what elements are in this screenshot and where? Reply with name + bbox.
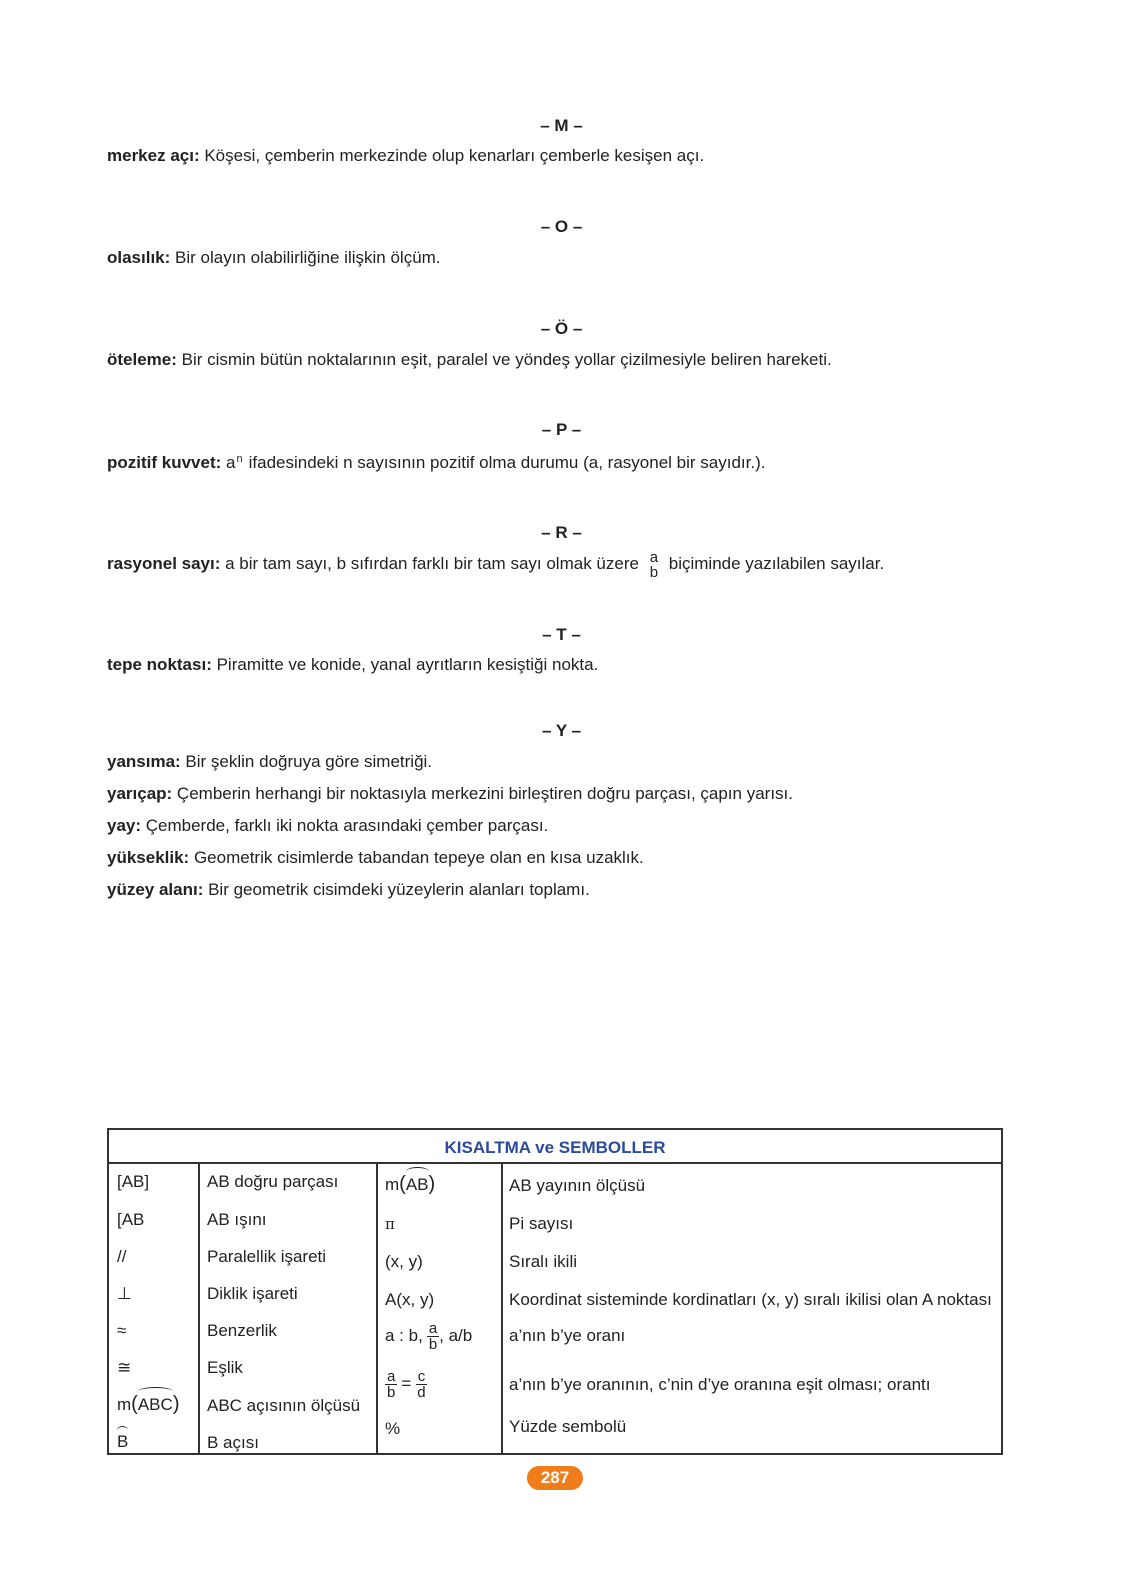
table-title: KISALTMA ve SEMBOLLER bbox=[109, 1130, 1001, 1164]
entry-definition: ifadesindeki n sayısının pozitif olma durumu (a, rasyonel bir sayıdır.). bbox=[248, 453, 766, 472]
page-number-badge: 287 bbox=[527, 1466, 583, 1490]
fraction-numerator: a bbox=[428, 1320, 438, 1338]
entry-term: olasılık: bbox=[107, 248, 171, 267]
entry-term: pozitif kuvvet: bbox=[107, 453, 222, 472]
entry-definition: Geometrik cisimlerde tabandan tepeye olan en kısa uzaklık. bbox=[189, 848, 644, 867]
symbol-ratio bbox=[385, 1319, 472, 1353]
meaning-text: AB yayının ölçüsü bbox=[509, 1176, 646, 1195]
meaning-text: a’nın b’ye oranının, c’nin d’ye oranına eşit olması; orantı bbox=[509, 1375, 931, 1394]
equals-sign: = bbox=[401, 1374, 412, 1393]
meaning-text: Koordinat sisteminde kordinatları (x, y) sıralı ikilisi olan A noktası bbox=[509, 1290, 992, 1309]
fraction-a-over-b bbox=[385, 1369, 397, 1400]
symbol-proportion bbox=[385, 1367, 432, 1401]
fraction-denominator: b bbox=[387, 1384, 396, 1402]
entry-definition: Piramitte ve konide, yanal ayrıtların kesiştiği nokta. bbox=[211, 655, 599, 674]
section-letter-p: – P – bbox=[541, 420, 582, 439]
section-letter-y: – Y – bbox=[541, 721, 582, 740]
symbol-similarity: ≈ bbox=[117, 1321, 127, 1340]
meaning-text: AB doğru parçası bbox=[207, 1172, 339, 1191]
symbol-prefix: m bbox=[385, 1175, 400, 1194]
entry-definition: Bir şeklin doğruya göre simetriği. bbox=[180, 752, 433, 771]
glossary-entry bbox=[107, 655, 598, 675]
symbol-ray: [AB bbox=[117, 1210, 145, 1229]
entry-term: öteleme: bbox=[107, 350, 177, 369]
glossary-entry bbox=[107, 816, 548, 836]
symbol-prefix: a : b, bbox=[385, 1326, 423, 1345]
entry-definition: Çemberde, farklı iki nokta arasındaki çember parçası. bbox=[141, 816, 549, 835]
table-divider bbox=[376, 1163, 378, 1453]
meaning-text: AB ışını bbox=[207, 1210, 267, 1229]
section-letter-o: – O – bbox=[540, 217, 583, 236]
entry-definition: Köşesi, çemberin merkezinde olup kenarları çemberle kesişen açı. bbox=[199, 146, 705, 165]
glossary-entry bbox=[107, 146, 704, 166]
hat-label: B bbox=[117, 1432, 129, 1451]
meaning-text: Eşlik bbox=[207, 1358, 243, 1377]
power-exponent: n bbox=[236, 453, 243, 465]
symbol-point: A(x, y) bbox=[385, 1290, 435, 1309]
glossary-entry bbox=[107, 848, 644, 868]
entry-definition: Bir geometrik cisimdeki yüzeylerin alanları toplamı. bbox=[203, 880, 590, 899]
fraction-numerator: a bbox=[387, 1368, 396, 1386]
power-base: a bbox=[221, 453, 236, 472]
entry-definition-tail: biçiminde yazılabilen sayılar. bbox=[668, 554, 885, 573]
symbol-angle-b bbox=[117, 1432, 128, 1452]
arc-label: ABC bbox=[137, 1395, 173, 1414]
symbol-arc-measure: m( AB) bbox=[385, 1174, 435, 1195]
symbol-prefix: m bbox=[117, 1395, 132, 1414]
glossary-entry bbox=[107, 784, 793, 804]
symbol-pi: π bbox=[385, 1215, 395, 1233]
symbol-angle-measure: m( ABC) bbox=[117, 1394, 179, 1415]
entry-term: yarıçap: bbox=[107, 784, 173, 803]
glossary-entry bbox=[107, 453, 765, 473]
entry-term: rasyonel sayı: bbox=[107, 554, 221, 573]
entry-term: merkez açı: bbox=[107, 146, 200, 165]
table-divider bbox=[501, 1163, 503, 1453]
meaning-text: B açısı bbox=[207, 1433, 259, 1452]
meaning-text: Sıralı ikili bbox=[509, 1252, 578, 1271]
symbol-segment: [AB] bbox=[117, 1172, 150, 1191]
meaning-text: Diklik işareti bbox=[207, 1284, 298, 1303]
table-divider bbox=[198, 1163, 200, 1453]
symbol-suffix: , a/b bbox=[439, 1326, 473, 1345]
symbols-table bbox=[107, 1128, 1003, 1455]
symbol-parallel: // bbox=[117, 1247, 127, 1266]
meaning-text: Paralellik işareti bbox=[207, 1247, 327, 1266]
entry-definition: Bir cismin bütün noktalarının eşit, paralel ve yöndeş yollar çizilmesiyle beliren hareketi. bbox=[176, 350, 832, 369]
arc-label: AB bbox=[405, 1175, 429, 1194]
entry-term: tepe noktası: bbox=[107, 655, 212, 674]
glossary-entry bbox=[107, 546, 884, 582]
section-letter-m: – M – bbox=[540, 116, 583, 135]
entry-term: yüzey alanı: bbox=[107, 880, 204, 899]
entry-term: yay: bbox=[107, 816, 142, 835]
meaning-text: a’nın b’ye oranı bbox=[509, 1326, 626, 1345]
section-letter-t: – T – bbox=[542, 625, 581, 644]
meaning-text: Yüzde sembolü bbox=[509, 1417, 627, 1436]
fraction-numerator: a bbox=[649, 548, 659, 566]
section-letter-r: – R – bbox=[541, 523, 582, 542]
meaning-text: ABC açısının ölçüsü bbox=[207, 1396, 361, 1415]
glossary-entry bbox=[107, 248, 441, 268]
meaning-text: Pi sayısı bbox=[509, 1214, 574, 1233]
arc-notation bbox=[406, 1175, 429, 1195]
entry-definition: Çemberin herhangi bir noktasıyla merkezini birleştiren doğru parçası, çapın yarısı. bbox=[172, 784, 793, 803]
entry-term: yansıma: bbox=[107, 752, 181, 771]
glossary-entry bbox=[107, 880, 590, 900]
entry-term: yükseklik: bbox=[107, 848, 190, 867]
symbol-percent: % bbox=[385, 1419, 401, 1438]
section-letter-o-umlaut: – Ö – bbox=[540, 319, 583, 338]
glossary-entry bbox=[107, 350, 832, 370]
fraction-a-over-b bbox=[648, 550, 660, 580]
symbol-perpendicular: ⊥ bbox=[117, 1284, 132, 1303]
meaning-text: Benzerlik bbox=[207, 1321, 277, 1340]
symbol-ordered-pair: (x, y) bbox=[385, 1252, 423, 1271]
hat-notation bbox=[117, 1432, 128, 1452]
arc-notation bbox=[138, 1395, 173, 1415]
fraction-a-over-b bbox=[427, 1321, 439, 1352]
fraction-c-over-d bbox=[415, 1369, 427, 1400]
fraction-denominator: d bbox=[417, 1384, 426, 1402]
fraction-denominator: b bbox=[428, 1336, 438, 1354]
entry-definition: a bir tam sayı, b sıfırdan farklı bir tam sayı olmak üzere bbox=[220, 554, 639, 573]
fraction-numerator: c bbox=[417, 1368, 426, 1386]
glossary-entry bbox=[107, 752, 432, 772]
fraction-denominator: b bbox=[649, 563, 659, 581]
symbol-congruence: ≅ bbox=[117, 1358, 132, 1377]
entry-definition: Bir olayın olabilirliğine ilişkin ölçüm. bbox=[170, 248, 441, 267]
